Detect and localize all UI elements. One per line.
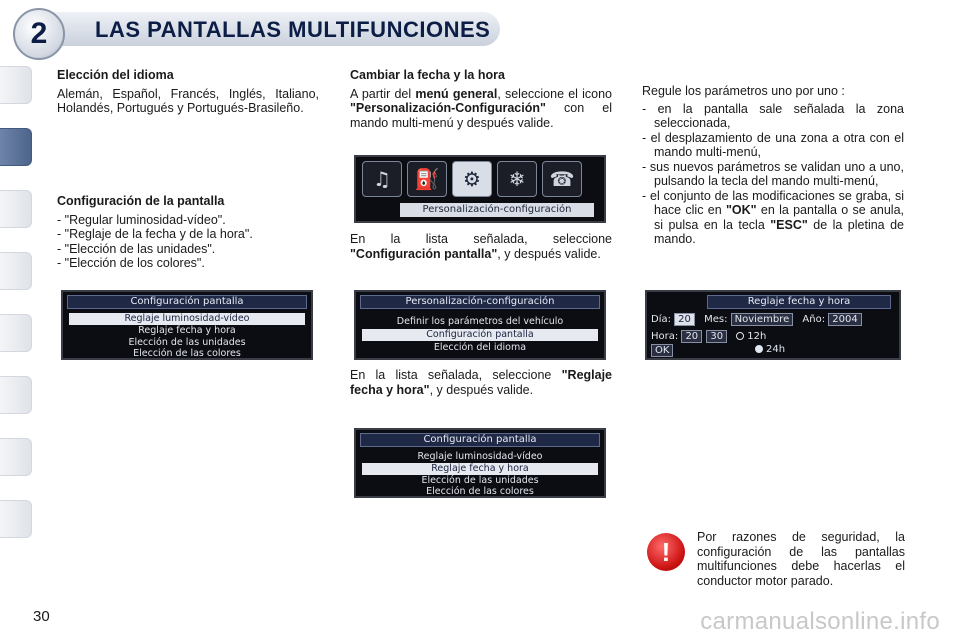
instruction-1: A partir del menú general, seleccione el icono "Personalización-Configuración" con el mando multi-menú y después valide.	[350, 86, 612, 130]
page-number: 30	[33, 608, 50, 625]
hour-field[interactable]: 20	[681, 330, 702, 343]
chapter-tab-active[interactable]	[0, 128, 32, 166]
page-title: LAS PANTALLAS MULTIFUNCIONES	[95, 17, 491, 42]
menu-title: Configuración pantalla	[360, 433, 600, 447]
config-screen-middle	[354, 428, 606, 498]
screen-config-list	[57, 213, 319, 271]
parameters-intro: Regule los parámetros uno por uno :	[642, 84, 845, 98]
chapter-tab[interactable]	[0, 438, 32, 476]
language-heading: Elección del idioma	[57, 68, 174, 82]
instruction-2: En la lista señalada, seleccione "Configuración pantalla", y después valide.	[350, 232, 612, 261]
warning-block	[697, 530, 905, 588]
radio-24h[interactable]	[755, 345, 763, 353]
chapter-tab[interactable]	[0, 66, 32, 104]
instruction-3: En la lista señalada, seleccione "Reglaje fecha y hora", y después valide.	[350, 368, 612, 397]
day-field[interactable]: 20	[674, 313, 695, 326]
year-label: Año:	[802, 314, 826, 325]
perso-screen	[354, 290, 606, 360]
menu-item[interactable]: Elección de las unidades	[128, 337, 246, 348]
chapter-tabs	[0, 66, 34, 576]
label-24h: 24h	[766, 344, 786, 355]
settings-icon[interactable]: ⚙	[452, 161, 492, 197]
menu-item[interactable]: Definir los parámetros del vehículo	[396, 316, 564, 327]
parameters-section	[642, 84, 904, 247]
list-item: - en la pantalla sale señalada la zona seleccionada,	[642, 101, 904, 130]
chapter-tab[interactable]	[0, 252, 32, 290]
music-icon[interactable]: ♫	[362, 161, 402, 197]
ok-row	[651, 344, 679, 357]
menu-item[interactable]: Reglaje luminosidad-vídeo	[417, 451, 543, 462]
fuel-pump-icon[interactable]: ⛽	[407, 161, 447, 197]
menu-item[interactable]: Reglaje fecha y hora	[362, 463, 598, 475]
chapter-tab[interactable]	[0, 500, 32, 538]
list-item: - sus nuevos parámetros se validan uno a uno, pulsando la tecla del mando multi-menú,	[642, 159, 904, 188]
minute-field[interactable]: 30	[706, 330, 727, 343]
icon-caption: Personalización-configuración	[400, 203, 594, 217]
config-screen-left	[61, 290, 313, 360]
list-item: - "Elección de los colores".	[57, 256, 205, 270]
language-section	[57, 68, 319, 116]
date-time-screen	[645, 290, 901, 360]
date-row	[651, 313, 868, 326]
menu-title: Reglaje fecha y hora	[707, 295, 891, 309]
menu-item[interactable]: Configuración pantalla	[362, 329, 598, 341]
icons-screen	[354, 155, 606, 223]
chapter-tab[interactable]	[0, 376, 32, 414]
instruction-3-block	[350, 368, 612, 397]
climate-icon[interactable]: ❄	[497, 161, 537, 197]
menu-item[interactable]: Elección de las colores	[426, 486, 534, 497]
chapter-badge: 2	[13, 8, 65, 60]
phone-icon[interactable]: ☎	[542, 161, 582, 197]
exclamation-icon: !	[647, 533, 685, 571]
list-item: - "Regular luminosidad-vídeo".	[57, 212, 226, 227]
list-item: - "Reglaje de la fecha y de la hora".	[57, 227, 253, 241]
label-12h: 12h	[747, 331, 767, 342]
day-label: Día:	[651, 314, 671, 325]
menu-item[interactable]: Elección del idioma	[433, 342, 527, 353]
date-time-section	[350, 68, 612, 130]
language-text: Alemán, Español, Francés, Inglés, Italiano, Holandés, Portugués y Portugués-Brasileño.	[57, 86, 319, 115]
month-label: Mes:	[704, 314, 728, 325]
warning-text: Por razones de seguridad, la configuración de las pantallas multifunciones debe hacerlas el conductor motor parado.	[697, 530, 905, 588]
menu-title: Configuración pantalla	[67, 295, 307, 309]
format-24h-row	[755, 344, 785, 355]
chapter-tab[interactable]	[0, 190, 32, 228]
instruction-2-block	[350, 232, 612, 261]
date-time-heading: Cambiar la fecha y la hora	[350, 68, 505, 82]
parameters-list	[642, 102, 904, 247]
watermark: carmanualsonline.info	[700, 608, 940, 635]
icon-row	[362, 161, 582, 197]
menu-item[interactable]: Reglaje fecha y hora	[138, 325, 236, 336]
hour-label: Hora:	[651, 331, 679, 342]
screen-config-heading: Configuración de la pantalla	[57, 194, 225, 208]
ok-button[interactable]: OK	[651, 344, 673, 357]
menu-item[interactable]: Elección de las unidades	[421, 475, 539, 486]
year-field[interactable]: 2004	[828, 313, 861, 326]
page-header	[0, 0, 960, 60]
chapter-tab[interactable]	[0, 314, 32, 352]
list-item: - "Elección de las unidades".	[57, 241, 216, 256]
list-item: - el conjunto de las modificaciones se graba, si hace clic en "OK" en la pantalla o se anula, si pulsa en la tecla "ESC" de la pletina de mando.	[642, 188, 905, 246]
month-field[interactable]: Noviembre	[731, 313, 794, 326]
list-item: - el desplazamiento de una zona a otra con el mando multi-menú,	[642, 130, 904, 159]
radio-12h[interactable]	[736, 332, 744, 340]
menu-title: Personalización-configuración	[360, 295, 600, 309]
menu-item[interactable]: Elección de las colores	[133, 348, 241, 359]
screen-config-section	[57, 194, 319, 271]
time-row	[651, 330, 766, 343]
menu-item[interactable]: Reglaje luminosidad-vídeo	[69, 313, 305, 325]
